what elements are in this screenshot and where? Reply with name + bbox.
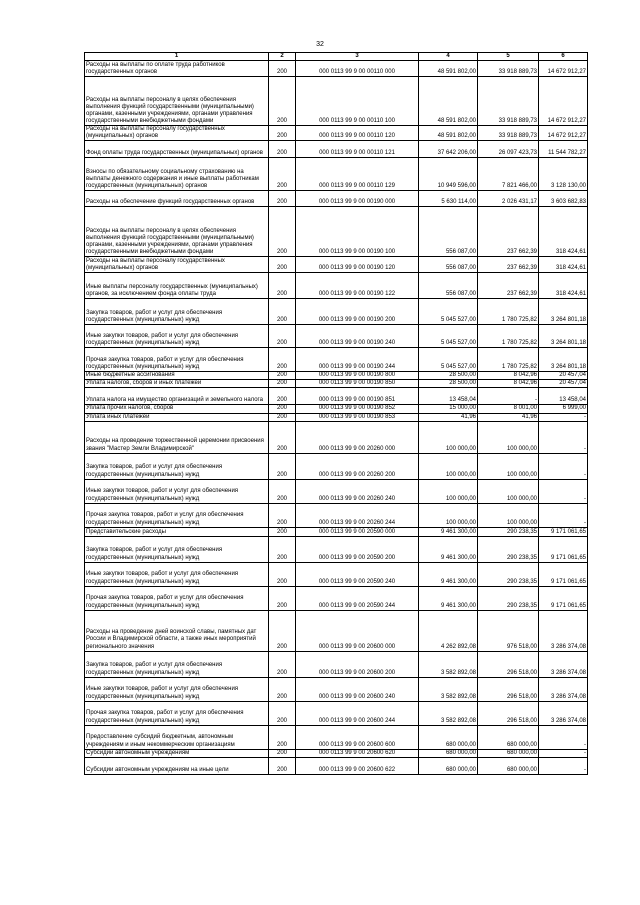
row-remainder-amount-cell: 9 171 061,65 [539, 527, 588, 536]
row-executed-amount-cell: 7 821 466,00 [478, 158, 539, 191]
row-line-code-cell: 200 [269, 651, 296, 677]
table-row [85, 77, 588, 126]
table-row [85, 380, 588, 388]
table-row [85, 61, 588, 77]
table-row [85, 207, 588, 257]
row-remainder-amount-cell: 3 264 801,18 [539, 348, 588, 372]
row-remainder-amount-cell: 14 672 912,27 [539, 61, 588, 77]
row-approved-amount-cell: 48 591 802,00 [419, 77, 478, 126]
row-name-cell: Иные бюджетные ассигнования [85, 372, 269, 380]
row-executed-amount-cell: 296 518,00 [478, 651, 539, 677]
row-executed-amount-cell: 680 000,00 [478, 749, 539, 757]
row-classification-code-cell: 000 0113 99 9 00 20260 000 [296, 421, 419, 453]
header-col-1: 1 [85, 53, 269, 61]
table-row [85, 257, 588, 273]
row-line-code-cell: 200 [269, 380, 296, 388]
row-name-cell: Закупка товаров, работ и услуг для обеспечения государственных (муниципальных) нужд [85, 299, 269, 325]
row-executed-amount-cell: 41,96 [478, 413, 539, 421]
header-col-2: 2 [269, 53, 296, 61]
row-name-cell: Расходы на выплаты персоналу государственных (муниципальных) органов [85, 126, 269, 141]
row-line-code-cell: 200 [269, 749, 296, 757]
row-remainder-amount-cell: 20 457,04 [539, 380, 588, 388]
table-row [85, 158, 588, 191]
row-approved-amount-cell: 28 500,00 [419, 380, 478, 388]
row-name-cell: Расходы на выплаты по оплате труда работников государственных органов [85, 61, 269, 77]
row-classification-code-cell: 000 0113 99 9 00 00190 100 [296, 207, 419, 257]
row-classification-code-cell: 000 0113 99 9 00 20600 200 [296, 651, 419, 677]
table-row [85, 586, 588, 610]
row-remainder-amount-cell: 3 286 374,08 [539, 701, 588, 725]
row-executed-amount-cell: 8 001,00 [478, 405, 539, 413]
row-approved-amount-cell: 556 087,00 [419, 273, 478, 299]
row-line-code-cell: 200 [269, 405, 296, 413]
row-line-code-cell: 200 [269, 677, 296, 701]
row-remainder-amount-cell: - [539, 757, 588, 774]
row-classification-code-cell: 000 0113 99 9 00 00110 000 [296, 61, 419, 77]
row-remainder-amount-cell: - [539, 503, 588, 527]
row-classification-code-cell: 000 0113 99 9 00 00190 800 [296, 372, 419, 380]
row-name-cell: Субсидии автономным учреждениям на иные цели [85, 757, 269, 774]
row-name-cell: Закупка товаров, работ и услуг для обеспечения государственных (муниципальных) нужд [85, 536, 269, 562]
row-name-cell: Расходы на выплаты персоналу в целях обеспечения выполнения функций государственными (муниципальными) органами, казенными учреждениями, органами управления государственными внебюджетными фондами [85, 207, 269, 257]
row-line-code-cell: 200 [269, 413, 296, 421]
row-line-code-cell: 200 [269, 586, 296, 610]
header-col-6: 6 [539, 53, 588, 61]
row-classification-code-cell: 000 0113 99 9 00 20600 620 [296, 749, 419, 757]
row-executed-amount-cell: 680 000,00 [478, 725, 539, 749]
row-classification-code-cell: 000 0113 99 9 00 20600 240 [296, 677, 419, 701]
row-executed-amount-cell: 1 780 725,82 [478, 299, 539, 325]
row-classification-code-cell: 000 0113 99 9 00 00190 200 [296, 299, 419, 325]
row-executed-amount-cell: 1 780 725,82 [478, 325, 539, 348]
table-row [85, 757, 588, 774]
page-number: 32 [316, 41, 324, 48]
row-name-cell: Расходы на обеспечение функций государственных органов [85, 191, 269, 207]
row-classification-code-cell: 000 0113 99 9 00 00190 240 [296, 325, 419, 348]
row-name-cell: Уплата налога на имущество организаций и земельного налога [85, 388, 269, 405]
row-remainder-amount-cell: 318 424,61 [539, 257, 588, 273]
row-name-cell: Иные закупки товаров, работ и услуг для обеспечения государственных (муниципальных) нужд [85, 325, 269, 348]
row-remainder-amount-cell: - [539, 421, 588, 453]
row-line-code-cell: 200 [269, 725, 296, 749]
row-remainder-amount-cell: 3 264 801,18 [539, 325, 588, 348]
row-remainder-amount-cell: 13 458,04 [539, 388, 588, 405]
row-line-code-cell: 200 [269, 158, 296, 191]
row-classification-code-cell: 000 0113 99 9 00 00110 121 [296, 141, 419, 158]
row-line-code-cell: 200 [269, 126, 296, 141]
row-classification-code-cell: 000 0113 99 9 00 20260 200 [296, 453, 419, 479]
row-line-code-cell: 200 [269, 527, 296, 536]
row-executed-amount-cell: - [478, 388, 539, 405]
row-name-cell: Фонд оплаты труда государственных (муниципальных) органов [85, 141, 269, 158]
row-line-code-cell: 200 [269, 388, 296, 405]
row-name-cell: Прочая закупка товаров, работ и услуг для обеспечения государственных (муниципальных) нужд [85, 503, 269, 527]
table-row [85, 405, 588, 413]
row-approved-amount-cell: 100 000,00 [419, 503, 478, 527]
row-classification-code-cell: 000 0113 99 9 00 20590 244 [296, 586, 419, 610]
table-row [85, 701, 588, 725]
row-classification-code-cell: 000 0113 99 9 00 20600 244 [296, 701, 419, 725]
row-approved-amount-cell: 100 000,00 [419, 479, 478, 503]
row-approved-amount-cell: 5 045 527,00 [419, 348, 478, 372]
row-name-cell: Уплата налогов, сборов и иных платежей [85, 380, 269, 388]
row-name-cell: Иные закупки товаров, работ и услуг для обеспечения государственных (муниципальных) нужд [85, 479, 269, 503]
row-executed-amount-cell: 237 662,39 [478, 257, 539, 273]
row-executed-amount-cell: 290 238,35 [478, 536, 539, 562]
row-approved-amount-cell: 41,96 [419, 413, 478, 421]
row-name-cell: Иные закупки товаров, работ и услуг для обеспечения государственных (муниципальных) нужд [85, 677, 269, 701]
row-approved-amount-cell: 48 591 802,00 [419, 126, 478, 141]
row-executed-amount-cell: 33 918 889,73 [478, 77, 539, 126]
row-line-code-cell: 200 [269, 257, 296, 273]
row-remainder-amount-cell: - [539, 453, 588, 479]
row-remainder-amount-cell: 3 286 374,08 [539, 677, 588, 701]
row-name-cell: Уплата прочих налогов, сборов [85, 405, 269, 413]
table-header-row [85, 53, 588, 61]
row-name-cell: Закупка товаров, работ и услуг для обеспечения государственных (муниципальных) нужд [85, 651, 269, 677]
row-executed-amount-cell: 2 026 431,17 [478, 191, 539, 207]
table-row [85, 725, 588, 749]
row-line-code-cell: 200 [269, 503, 296, 527]
row-approved-amount-cell: 15 000,00 [419, 405, 478, 413]
row-remainder-amount-cell: 3 286 374,08 [539, 610, 588, 651]
row-name-cell: Прочая закупка товаров, работ и услуг для обеспечения государственных (муниципальных) нужд [85, 586, 269, 610]
row-remainder-amount-cell: 3 286 374,08 [539, 651, 588, 677]
budget-execution-table [84, 52, 588, 775]
row-approved-amount-cell: 100 000,00 [419, 453, 478, 479]
row-remainder-amount-cell: 318 424,61 [539, 273, 588, 299]
row-executed-amount-cell: 976 518,00 [478, 610, 539, 651]
row-executed-amount-cell: 290 238,35 [478, 562, 539, 586]
header-col-5: 5 [478, 53, 539, 61]
row-remainder-amount-cell: - [539, 479, 588, 503]
row-remainder-amount-cell: 9 171 061,65 [539, 536, 588, 562]
row-name-cell: Расходы на проведение торжественной церемонии присвоения звания "Мастер Земли Владимирской" [85, 421, 269, 453]
row-line-code-cell: 200 [269, 207, 296, 257]
row-executed-amount-cell: 33 918 889,73 [478, 126, 539, 141]
row-line-code-cell: 200 [269, 61, 296, 77]
row-classification-code-cell: 000 0113 99 9 00 20590 240 [296, 562, 419, 586]
row-line-code-cell: 200 [269, 701, 296, 725]
row-name-cell: Взносы по обязательному социальному страхованию на выплаты денежного содержания и иные выплаты работникам государственных (муниципальных) органов [85, 158, 269, 191]
table-row [85, 421, 588, 453]
row-approved-amount-cell: 9 461 300,00 [419, 527, 478, 536]
row-executed-amount-cell: 26 097 423,73 [478, 141, 539, 158]
table-row [85, 610, 588, 651]
row-remainder-amount-cell: 6 999,00 [539, 405, 588, 413]
row-remainder-amount-cell: 14 672 912,27 [539, 126, 588, 141]
row-name-cell: Прочая закупка товаров, работ и услуг для обеспечения государственных (муниципальных) нужд [85, 701, 269, 725]
table-row [85, 299, 588, 325]
row-name-cell: Предоставление субсидий бюджетным, автономным учреждениям и иным некоммерческим организациям [85, 725, 269, 749]
row-approved-amount-cell: 28 500,00 [419, 372, 478, 380]
row-name-cell: Иные закупки товаров, работ и услуг для обеспечения государственных (муниципальных) нужд [85, 562, 269, 586]
table-row [85, 453, 588, 479]
row-line-code-cell: 200 [269, 536, 296, 562]
row-remainder-amount-cell: 3 603 682,83 [539, 191, 588, 207]
row-classification-code-cell: 000 0113 99 9 00 00110 100 [296, 77, 419, 126]
table-row [85, 126, 588, 141]
row-executed-amount-cell: 296 518,00 [478, 701, 539, 725]
row-classification-code-cell: 000 0113 99 9 00 20600 622 [296, 757, 419, 774]
table-row [85, 749, 588, 757]
row-classification-code-cell: 000 0113 99 9 00 00190 120 [296, 257, 419, 273]
row-executed-amount-cell: 100 000,00 [478, 503, 539, 527]
row-name-cell: Представительские расходы [85, 527, 269, 536]
row-line-code-cell: 200 [269, 372, 296, 380]
row-executed-amount-cell: 100 000,00 [478, 453, 539, 479]
row-remainder-amount-cell: 11 544 782,27 [539, 141, 588, 158]
table-row [85, 413, 588, 421]
row-executed-amount-cell: 1 780 725,82 [478, 348, 539, 372]
row-approved-amount-cell: 680 000,00 [419, 725, 478, 749]
row-remainder-amount-cell: 20 457,04 [539, 372, 588, 380]
row-executed-amount-cell: 237 662,39 [478, 207, 539, 257]
table-row [85, 651, 588, 677]
row-approved-amount-cell: 680 000,00 [419, 749, 478, 757]
row-name-cell: Прочая закупка товаров, работ и услуг для обеспечения государственных (муниципальных) нужд [85, 348, 269, 372]
row-approved-amount-cell: 556 087,00 [419, 207, 478, 257]
row-approved-amount-cell: 3 582 892,08 [419, 677, 478, 701]
row-approved-amount-cell: 556 087,00 [419, 257, 478, 273]
row-classification-code-cell: 000 0113 99 9 00 00190 000 [296, 191, 419, 207]
row-approved-amount-cell: 13 458,04 [419, 388, 478, 405]
row-classification-code-cell: 000 0113 99 9 00 00190 853 [296, 413, 419, 421]
row-remainder-amount-cell: 318 424,61 [539, 207, 588, 257]
row-classification-code-cell: 000 0113 99 9 00 20260 240 [296, 479, 419, 503]
table-row [85, 348, 588, 372]
row-executed-amount-cell: 296 518,00 [478, 677, 539, 701]
row-approved-amount-cell: 9 461 300,00 [419, 536, 478, 562]
table-row [85, 372, 588, 380]
row-line-code-cell: 200 [269, 77, 296, 126]
row-name-cell: Расходы на выплаты персоналу в целях обеспечения выполнения функций государственными (муниципальными) органами, казенными учреждениями, органами управления государственными внебюджетными фондами [85, 77, 269, 126]
row-classification-code-cell: 000 0113 99 9 00 20600 000 [296, 610, 419, 651]
row-classification-code-cell: 000 0113 99 9 00 00110 129 [296, 158, 419, 191]
row-line-code-cell: 200 [269, 757, 296, 774]
header-col-4: 4 [419, 53, 478, 61]
row-classification-code-cell: 000 0113 99 9 00 20260 244 [296, 503, 419, 527]
row-remainder-amount-cell: 3 128 130,00 [539, 158, 588, 191]
row-remainder-amount-cell: - [539, 749, 588, 757]
row-remainder-amount-cell: 3 264 801,18 [539, 299, 588, 325]
table-row [85, 191, 588, 207]
row-classification-code-cell: 000 0113 99 9 00 00190 850 [296, 380, 419, 388]
header-col-3: 3 [296, 53, 419, 61]
table-row [85, 141, 588, 158]
row-classification-code-cell: 000 0113 99 9 00 00110 120 [296, 126, 419, 141]
row-classification-code-cell: 000 0113 99 9 00 00190 244 [296, 348, 419, 372]
row-line-code-cell: 200 [269, 421, 296, 453]
row-line-code-cell: 200 [269, 273, 296, 299]
row-remainder-amount-cell: - [539, 413, 588, 421]
table-row [85, 536, 588, 562]
row-executed-amount-cell: 100 000,00 [478, 421, 539, 453]
row-line-code-cell: 200 [269, 299, 296, 325]
row-line-code-cell: 200 [269, 479, 296, 503]
row-executed-amount-cell: 290 238,35 [478, 586, 539, 610]
table-row [85, 562, 588, 586]
table-row [85, 273, 588, 299]
table-row [85, 527, 588, 536]
row-approved-amount-cell: 5 045 527,00 [419, 325, 478, 348]
row-executed-amount-cell: 680 000,00 [478, 757, 539, 774]
row-name-cell: Расходы на выплаты персоналу государственных (муниципальных) органов [85, 257, 269, 273]
row-classification-code-cell: 000 0113 99 9 00 00190 852 [296, 405, 419, 413]
row-executed-amount-cell: 8 042,96 [478, 372, 539, 380]
row-approved-amount-cell: 48 591 802,00 [419, 61, 478, 77]
row-executed-amount-cell: 33 918 889,73 [478, 61, 539, 77]
row-approved-amount-cell: 3 582 892,08 [419, 701, 478, 725]
row-classification-code-cell: 000 0113 99 9 00 20600 600 [296, 725, 419, 749]
row-name-cell: Иные выплаты персоналу государственных (муниципальных) органов, за исключением фонда оплаты труда [85, 273, 269, 299]
row-approved-amount-cell: 9 461 300,00 [419, 586, 478, 610]
row-line-code-cell: 200 [269, 610, 296, 651]
table-row [85, 677, 588, 701]
row-approved-amount-cell: 10 949 596,00 [419, 158, 478, 191]
row-line-code-cell: 200 [269, 453, 296, 479]
row-executed-amount-cell: 100 000,00 [478, 479, 539, 503]
row-name-cell: Уплата иных платежей [85, 413, 269, 421]
row-name-cell: Закупка товаров, работ и услуг для обеспечения государственных (муниципальных) нужд [85, 453, 269, 479]
row-remainder-amount-cell: 14 672 912,27 [539, 77, 588, 126]
row-line-code-cell: 200 [269, 562, 296, 586]
row-line-code-cell: 200 [269, 141, 296, 158]
row-approved-amount-cell: 3 582 892,08 [419, 651, 478, 677]
row-executed-amount-cell: 290 238,35 [478, 527, 539, 536]
row-remainder-amount-cell: 9 171 061,65 [539, 562, 588, 586]
row-approved-amount-cell: 9 461 300,00 [419, 562, 478, 586]
row-approved-amount-cell: 5 630 114,00 [419, 191, 478, 207]
row-executed-amount-cell: 237 662,39 [478, 273, 539, 299]
row-name-cell: Субсидии автономным учреждениям [85, 749, 269, 757]
row-name-cell: Расходы на проведение дней воинской славы, памятных дат России и Владимирской области, а также иных мероприятий регионального значения [85, 610, 269, 651]
row-classification-code-cell: 000 0113 99 9 00 20590 200 [296, 536, 419, 562]
row-classification-code-cell: 000 0113 99 9 00 20590 000 [296, 527, 419, 536]
row-approved-amount-cell: 4 262 892,08 [419, 610, 478, 651]
table-row [85, 325, 588, 348]
row-remainder-amount-cell: - [539, 725, 588, 749]
row-approved-amount-cell: 37 642 206,00 [419, 141, 478, 158]
row-approved-amount-cell: 680 000,00 [419, 757, 478, 774]
table-row [85, 479, 588, 503]
row-classification-code-cell: 000 0113 99 9 00 00190 851 [296, 388, 419, 405]
row-line-code-cell: 200 [269, 348, 296, 372]
row-line-code-cell: 200 [269, 325, 296, 348]
row-line-code-cell: 200 [269, 191, 296, 207]
row-approved-amount-cell: 5 045 527,00 [419, 299, 478, 325]
row-approved-amount-cell: 100 000,00 [419, 421, 478, 453]
row-executed-amount-cell: 8 042,96 [478, 380, 539, 388]
table-row [85, 388, 588, 405]
row-classification-code-cell: 000 0113 99 9 00 00190 122 [296, 273, 419, 299]
table-row [85, 503, 588, 527]
row-remainder-amount-cell: 9 171 061,65 [539, 586, 588, 610]
